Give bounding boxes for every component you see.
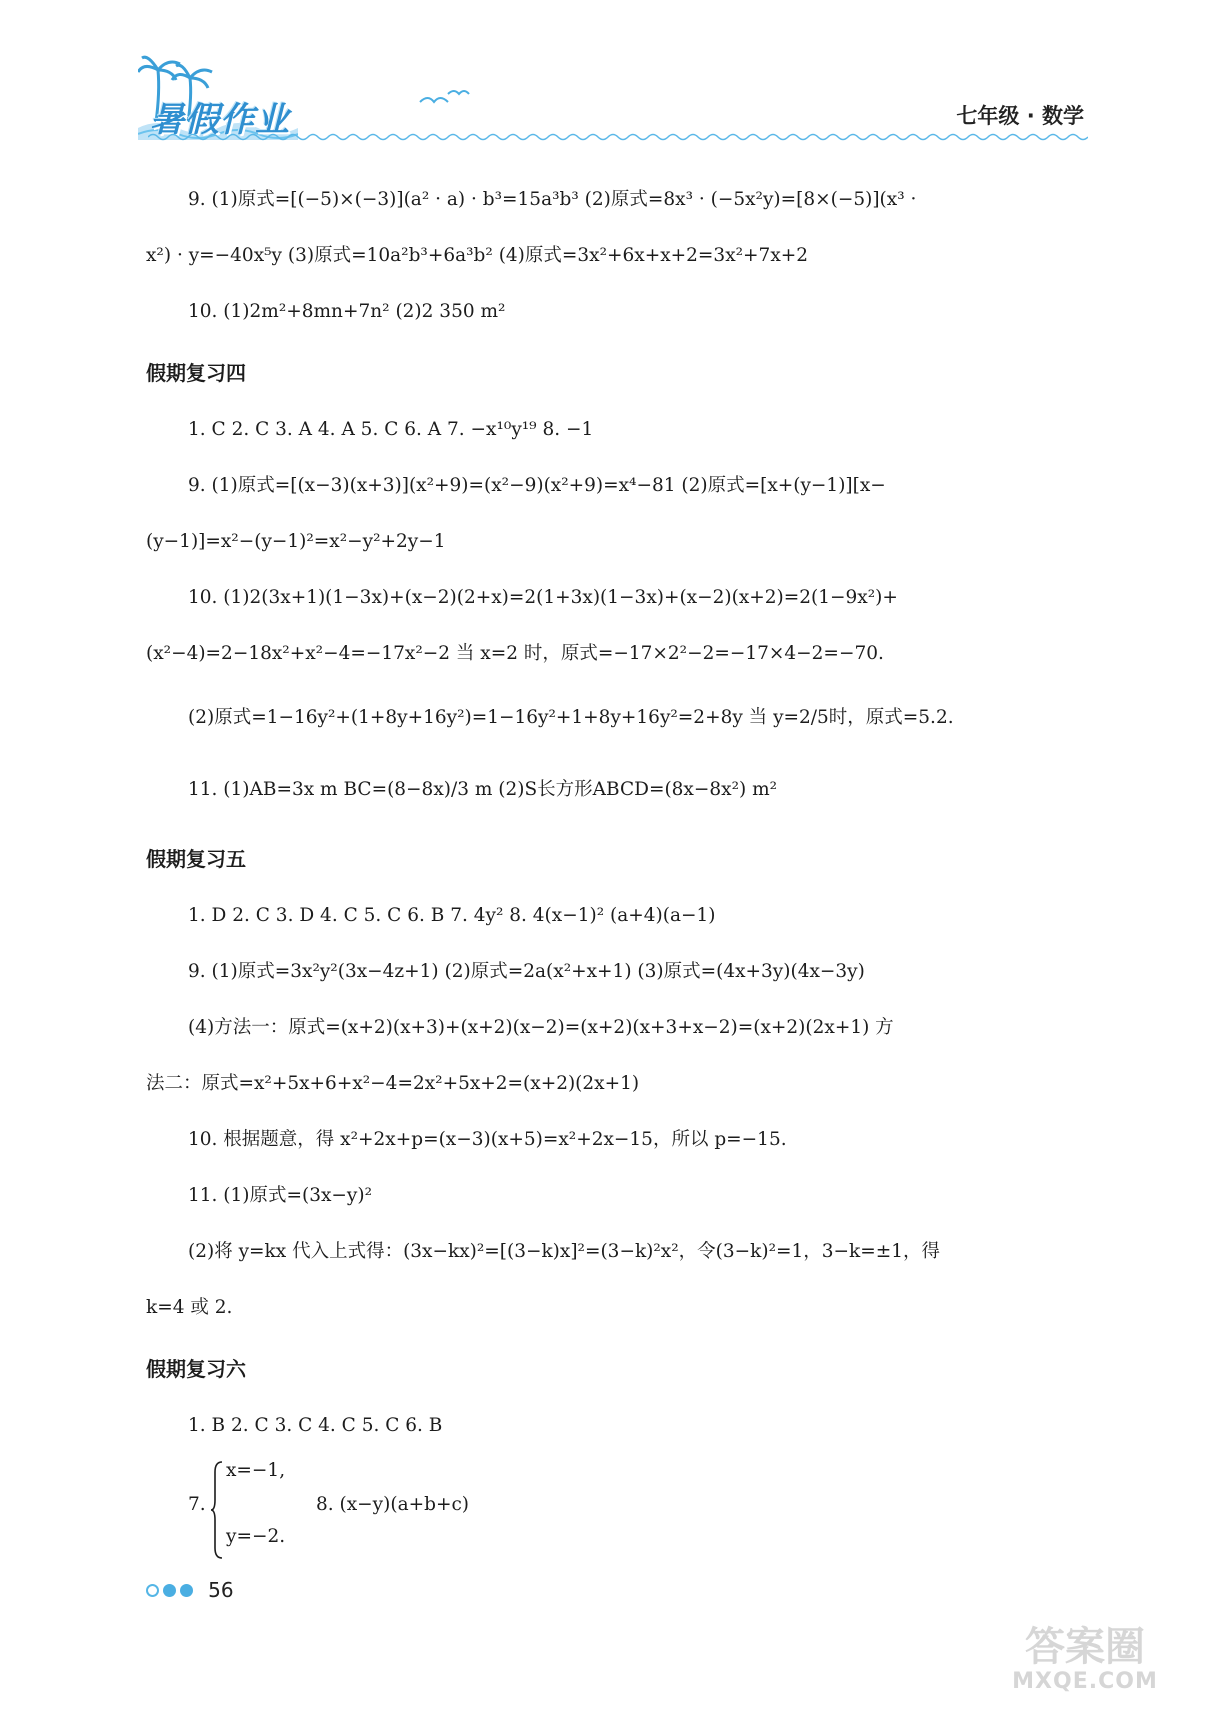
logo-text: 暑假作业 (150, 100, 290, 140)
answer-line: (4)方法一：原式=(x+2)(x+3)+(x+2)(x−2)=(x+2)(x+3+x−2)=(x+2)(2x+1) 方 (188, 1017, 894, 1038)
watermark-title: 答案圈 (1025, 1624, 1145, 1670)
question-number: 7. (188, 1494, 206, 1515)
answer-line: 1. B 2. C 3. C 4. C 5. C 6. B (188, 1415, 443, 1436)
answer-line: k=4 或 2. (146, 1297, 233, 1318)
section-title: 假期复习六 (146, 1357, 246, 1381)
answer-line: 法二：原式=x²+5x+6+x²−4=2x²+5x+2=(x+2)(2x+1) (146, 1073, 640, 1094)
answer-line: (2)原式=1−16y²+(1+8y+16y²)=1−16y²+1+8y+16y²=2+8y 当 y=2/5时，原式=5.2. (188, 707, 954, 728)
watermark (960, 1625, 1210, 1703)
brace-icon (210, 1460, 224, 1560)
circle-filled-icon (163, 1584, 176, 1597)
equation-x: x=−1, (226, 1460, 286, 1481)
circle-filled-icon (180, 1584, 193, 1597)
answer-line: 9. (1)原式=[(x−3)(x+3)](x²+9)=(x²−9)(x²+9)=x⁴−81 (2)原式=[x+(y−1)][x− (188, 475, 886, 496)
answer-content (146, 172, 1084, 1566)
answer-line: 1. C 2. C 3. A 4. A 5. C 6. A 7. −x¹⁰y¹⁹ 8. −1 (188, 419, 594, 440)
grade-subject-label: 七年级 · 数学 (956, 104, 1084, 128)
page-footer (146, 1578, 234, 1608)
answer-line: 10. 根据题意，得 x²+2x+p=(x−3)(x+5)=x²+2x−15，所以 p=−15. (188, 1129, 787, 1150)
answer-line: (y−1)]=x²−(y−1)²=x²−y²+2y−1 (146, 531, 446, 552)
section-title: 假期复习四 (146, 361, 246, 385)
answer-line: 8. (x−y)(a+b+c) (316, 1494, 470, 1515)
watermark-url: MXQE.COM (1012, 1669, 1158, 1694)
answer-line: 11. (1)原式=(3x−y)² (188, 1185, 373, 1206)
page-number: 56 (208, 1578, 234, 1602)
answer-line: 10. (1)2(3x+1)(1−3x)+(x−2)(2+x)=2(1+3x)(1−3x)+(x−2)(x+2)=2(1−9x²)+ (188, 587, 898, 608)
answer-line: (2)将 y=kx 代入上式得：(3x−kx)²=[(3−k)x]²=(3−k)²x²，令(3−k)²=1，3−k=±1，得 (188, 1241, 941, 1262)
header-wave-divider (148, 132, 1088, 142)
seagull-icon (418, 86, 470, 112)
answer-line: x²) · y=−40x⁵y (3)原式=10a²b³+6a³b² (4)原式=3x²+6x+x+2=3x²+7x+2 (146, 245, 809, 266)
answer-line: 1. D 2. C 3. D 4. C 5. C 6. B 7. 4y² 8. 4(x−1)² (a+4)(a−1) (188, 905, 716, 926)
answer-line: 11. (1)AB=3x m BC=(8−8x)/3 m (2)S长方形ABCD=(8x−8x²) m² (188, 779, 778, 800)
section-title: 假期复习五 (146, 847, 246, 871)
equation-y: y=−2. (226, 1526, 286, 1547)
equation-system-line (146, 1454, 1084, 1566)
answer-line: 10. (1)2m²+8mn+7n² (2)2 350 m² (188, 301, 506, 322)
circle-outline-icon (146, 1584, 159, 1597)
answer-line: 9. (1)原式=[(−5)×(−3)](a² · a) · b³=15a³b³ (2)原式=8x³ · (−5x²y)=[8×(−5)](x³ · (188, 189, 917, 210)
answer-line: (x²−4)=2−18x²+x²−4=−17x²−2 当 x=2 时，原式=−17×2²−2=−17×4−2=−70. (146, 643, 884, 664)
page-header (0, 0, 1224, 150)
answer-line: 9. (1)原式=3x²y²(3x−4z+1) (2)原式=2a(x²+x+1) (3)原式=(4x+3y)(4x−3y) (188, 961, 865, 982)
